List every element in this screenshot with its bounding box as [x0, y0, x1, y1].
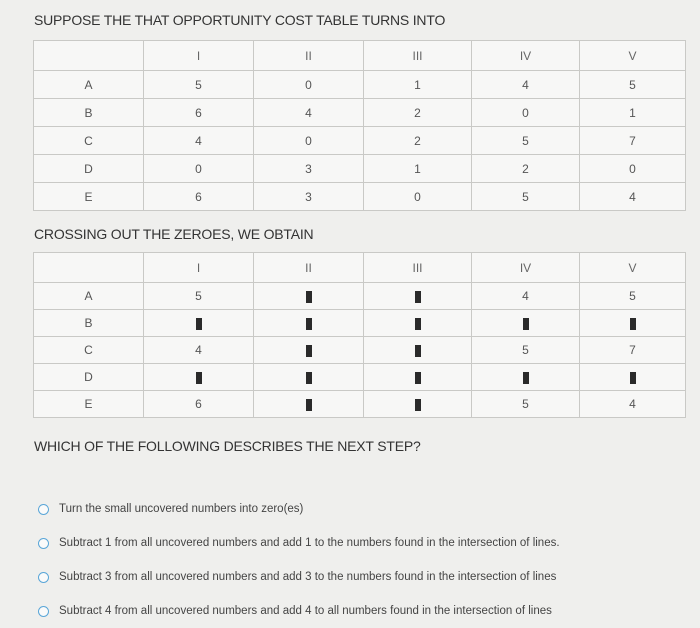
header-cell: II: [254, 41, 364, 71]
row-label: C: [34, 337, 144, 364]
opportunity-cost-table: [33, 40, 686, 211]
table-cell: 0: [364, 183, 472, 211]
table-cell: 4: [144, 127, 254, 155]
table-cell: [144, 310, 254, 337]
header-cell: [34, 41, 144, 71]
crossed-out-marker: [415, 318, 421, 330]
header-cell: II: [254, 253, 364, 283]
crossed-out-marker: [630, 372, 636, 384]
option-label: Subtract 1 from all uncovered numbers and add 1 to the numbers found in the intersection of lines.: [59, 537, 560, 549]
row-label: D: [34, 364, 144, 391]
crossed-out-marker: [306, 291, 312, 303]
header-cell: IV: [472, 41, 580, 71]
crossed-out-marker: [523, 372, 529, 384]
table-row: [34, 337, 686, 364]
crossed-out-marker: [415, 399, 421, 411]
header-cell: V: [580, 41, 686, 71]
table-cell: 3: [254, 155, 364, 183]
header-cell: III: [364, 41, 472, 71]
table-cell: 5: [580, 71, 686, 99]
table-cell: 3: [254, 183, 364, 211]
table-header-row: [34, 41, 686, 71]
table-cell: 2: [364, 99, 472, 127]
table-cell: [580, 364, 686, 391]
table-cell: [364, 337, 472, 364]
table-cell: [254, 364, 364, 391]
table-cell: 4: [144, 337, 254, 364]
row-label: E: [34, 183, 144, 211]
table-cell: 7: [580, 337, 686, 364]
crossed-out-marker: [415, 345, 421, 357]
table-cell: [364, 364, 472, 391]
table-cell: 2: [364, 127, 472, 155]
radio-button[interactable]: [38, 538, 49, 549]
table-cell: 5: [472, 337, 580, 364]
table-cell: 1: [364, 155, 472, 183]
table-cell: 5: [580, 283, 686, 310]
header-cell: V: [580, 253, 686, 283]
row-label: D: [34, 155, 144, 183]
table-cell: [254, 391, 364, 418]
table-cell: [254, 337, 364, 364]
crossed-out-marker: [415, 291, 421, 303]
header-cell: I: [144, 253, 254, 283]
table-cell: [364, 283, 472, 310]
answer-option[interactable]: [38, 594, 560, 628]
table-row: [34, 283, 686, 310]
table-cell: [472, 364, 580, 391]
answer-option[interactable]: [38, 492, 560, 526]
table-cell: 5: [144, 283, 254, 310]
table-cell: 5: [472, 127, 580, 155]
crossed-out-marker: [306, 372, 312, 384]
table-row: [34, 127, 686, 155]
header-cell: III: [364, 253, 472, 283]
table-cell: 5: [472, 391, 580, 418]
table-cell: 1: [364, 71, 472, 99]
answer-option[interactable]: [38, 560, 560, 594]
table-cell: 0: [144, 155, 254, 183]
table-cell: [364, 310, 472, 337]
option-label: Subtract 3 from all uncovered numbers and add 3 to the numbers found in the intersection of lines: [59, 571, 557, 583]
table-cell: 7: [580, 127, 686, 155]
radio-button[interactable]: [38, 572, 49, 583]
table-cell: 4: [472, 71, 580, 99]
table-row: [34, 310, 686, 337]
table-cell: 0: [254, 127, 364, 155]
table-row: [34, 99, 686, 127]
table-cell: [364, 391, 472, 418]
table-cell: 6: [144, 99, 254, 127]
heading-cost-table: SUPPOSE THE THAT OPPORTUNITY COST TABLE TURNS INTO: [34, 12, 446, 28]
answer-option[interactable]: [38, 526, 560, 560]
table-row: [34, 155, 686, 183]
header-cell: [34, 253, 144, 283]
table-cell: 0: [254, 71, 364, 99]
radio-button[interactable]: [38, 504, 49, 515]
row-label: A: [34, 283, 144, 310]
table-cell: 0: [472, 99, 580, 127]
crossed-out-marker: [306, 318, 312, 330]
table-cell: 5: [472, 183, 580, 211]
crossed-out-marker: [196, 318, 202, 330]
table-row: [34, 183, 686, 211]
crossed-out-table: [33, 252, 686, 418]
table-cell: 4: [580, 391, 686, 418]
heading-crossed-table: CROSSING OUT THE ZEROES, WE OBTAIN: [34, 226, 314, 242]
option-label: Turn the small uncovered numbers into zero(es): [59, 503, 304, 515]
table-cell: 4: [254, 99, 364, 127]
table-cell: [472, 310, 580, 337]
row-label: E: [34, 391, 144, 418]
table-cell: [254, 310, 364, 337]
crossed-out-marker: [630, 318, 636, 330]
table-row: [34, 391, 686, 418]
row-label: C: [34, 127, 144, 155]
table-cell: 5: [144, 71, 254, 99]
table-cell: 4: [472, 283, 580, 310]
table-cell: [254, 283, 364, 310]
question-text: WHICH OF THE FOLLOWING DESCRIBES THE NEXT STEP?: [34, 438, 421, 454]
crossed-out-marker: [523, 318, 529, 330]
header-cell: I: [144, 41, 254, 71]
answer-options: [38, 492, 560, 628]
table-cell: [144, 364, 254, 391]
crossed-out-marker: [306, 345, 312, 357]
table-cell: 4: [580, 183, 686, 211]
row-label: B: [34, 99, 144, 127]
table-cell: 1: [580, 99, 686, 127]
crossed-out-marker: [306, 399, 312, 411]
table-cell: 0: [580, 155, 686, 183]
row-label: A: [34, 71, 144, 99]
radio-button[interactable]: [38, 606, 49, 617]
header-cell: IV: [472, 253, 580, 283]
crossed-out-marker: [196, 372, 202, 384]
table-row: [34, 71, 686, 99]
table-cell: [580, 310, 686, 337]
table-row: [34, 364, 686, 391]
row-label: B: [34, 310, 144, 337]
table-cell: 2: [472, 155, 580, 183]
table-cell: 6: [144, 183, 254, 211]
table-header-row: [34, 253, 686, 283]
crossed-out-marker: [415, 372, 421, 384]
option-label: Subtract 4 from all uncovered numbers and add 4 to all numbers found in the intersection of lines: [59, 605, 552, 617]
table-cell: 6: [144, 391, 254, 418]
